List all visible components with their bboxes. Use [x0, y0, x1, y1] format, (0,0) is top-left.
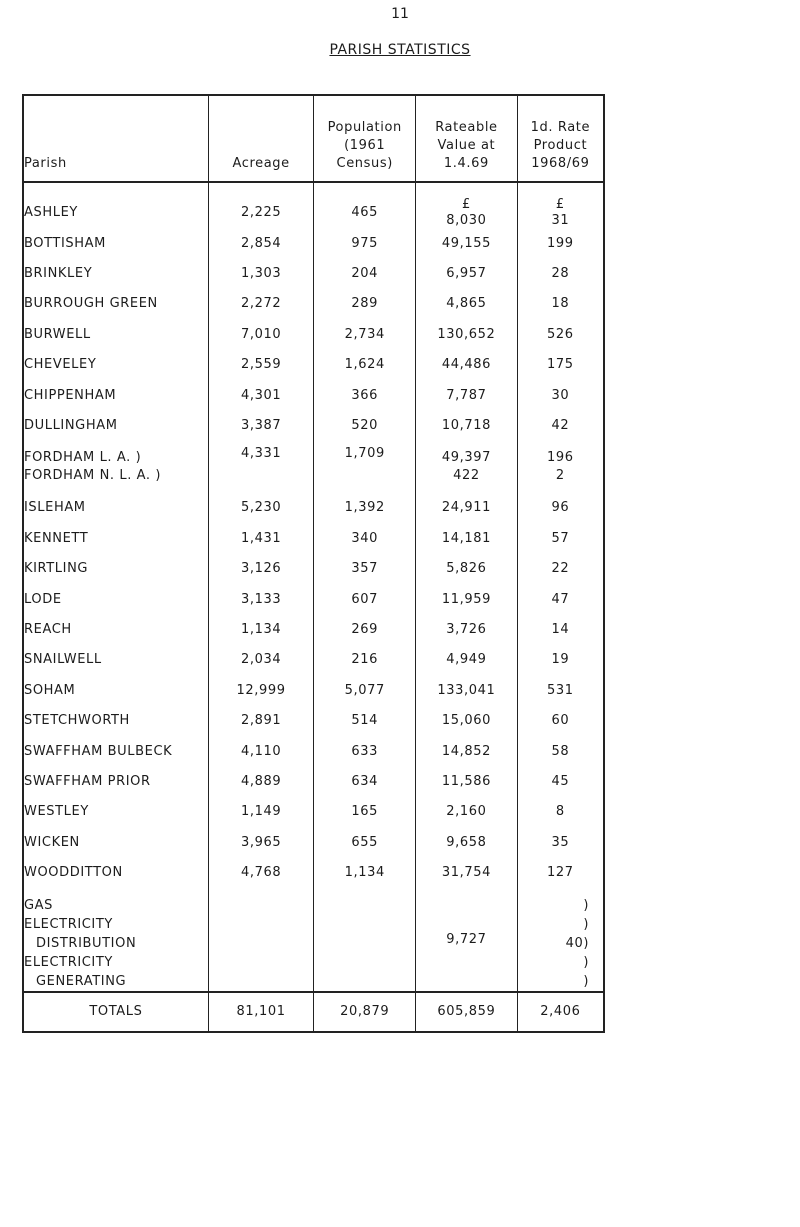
header-row [23, 95, 604, 182]
parish-name: KIRTLING [24, 561, 89, 577]
product-cell: 196 [547, 449, 574, 465]
parish-statistics-table [22, 94, 605, 1033]
product-cell: 58 [551, 743, 570, 759]
currency-symbol: £ [555, 197, 565, 212]
table-row [23, 289, 604, 319]
parish-name: ISLEHAM [24, 500, 86, 516]
rateable-cell: 8,030 [446, 213, 487, 228]
rateable-cell: 9,727 [416, 888, 518, 992]
rateable-cell: 4,949 [446, 652, 487, 668]
acreage-cell: 12,999 [236, 682, 286, 698]
table-row [23, 319, 604, 349]
population-cell: 520 [351, 418, 379, 434]
product-cell: ) [583, 916, 589, 932]
totals-row [23, 992, 604, 1032]
product-cell: 57 [551, 530, 570, 546]
rateable-cell: 6,957 [446, 266, 487, 282]
table-row [23, 182, 604, 228]
product-cell: 42 [551, 418, 570, 434]
parish-name: SOHAM [24, 682, 76, 698]
parish-name: SWAFFHAM BULBECK [24, 743, 173, 759]
utility-label: DISTRIBUTION [36, 935, 137, 951]
acreage-cell: 4,110 [240, 743, 282, 759]
parish-name: DULLINGHAM [24, 418, 118, 434]
population-cell: 216 [351, 652, 379, 668]
product-cell: 96 [551, 500, 570, 516]
header-population: Population (1961 Census) [314, 95, 416, 182]
population-cell: 975 [351, 235, 379, 251]
population-cell: 366 [351, 387, 379, 403]
table-row [23, 350, 604, 380]
population-cell: 165 [351, 804, 379, 820]
acreage-cell: 1,431 [240, 530, 282, 546]
rateable-cell: 11,586 [441, 773, 491, 789]
currency-symbol: £ [461, 197, 471, 212]
parish-name: REACH [24, 621, 72, 637]
rateable-cell: 2,160 [446, 804, 487, 820]
product-cell: ) [583, 973, 589, 989]
product-cell: 19 [551, 652, 570, 668]
acreage-cell: 2,034 [240, 652, 282, 668]
parish-name: ASHLEY [24, 205, 78, 220]
product-cell: 199 [547, 235, 574, 251]
product-cell: 18 [551, 296, 570, 312]
acreage-cell: 4,331 [208, 441, 314, 493]
rateable-cell: 10,718 [441, 418, 491, 434]
table-row [23, 493, 604, 523]
header-acreage: Acreage [208, 95, 314, 182]
rateable-cell: 130,652 [437, 326, 496, 342]
rateable-cell: 24,911 [441, 500, 491, 516]
parish-name: WOODDITTON [24, 865, 123, 881]
utility-label: ELECTRICITY [24, 954, 113, 970]
table-row [23, 736, 604, 766]
parish-name: CHIPPENHAM [24, 387, 117, 403]
population-cell: 1,624 [344, 357, 385, 373]
acreage-cell: 3,387 [240, 418, 282, 434]
rateable-cell: 14,181 [441, 530, 491, 546]
rateable-cell: 11,959 [441, 591, 491, 607]
product-cell: 22 [551, 561, 570, 577]
table-row [23, 554, 604, 584]
population-cell: 340 [351, 530, 379, 546]
population-cell: 655 [351, 834, 379, 850]
table-row [23, 258, 604, 288]
population-cell: 204 [351, 266, 379, 282]
rateable-cell: 44,486 [441, 357, 491, 373]
acreage-cell: 3,133 [240, 591, 282, 607]
table-row [23, 645, 604, 675]
product-cell: 526 [547, 326, 574, 342]
acreage-cell: 5,230 [240, 500, 282, 516]
totals-rateable: 605,859 [416, 992, 518, 1032]
header-parish: Parish [23, 95, 208, 182]
acreage-cell: 2,559 [240, 357, 282, 373]
table-row [23, 410, 604, 440]
acreage-cell: 1,303 [240, 266, 282, 282]
acreage-cell: 2,891 [240, 713, 282, 729]
rateable-cell: 133,041 [437, 682, 496, 698]
product-cell: 45 [551, 773, 570, 789]
table-row [23, 614, 604, 644]
population-cell: 634 [351, 773, 379, 789]
product-cell: 47 [551, 591, 570, 607]
product-cell: 60 [551, 713, 570, 729]
population-cell: 633 [351, 743, 379, 759]
totals-label: TOTALS [23, 992, 208, 1032]
rateable-cell: 5,826 [446, 561, 487, 577]
table-row-fordham [23, 441, 604, 493]
table-row [23, 705, 604, 735]
parish-name: SNAILWELL [24, 652, 102, 668]
page-title: PARISH STATISTICS [329, 42, 471, 58]
product-cell: 30 [551, 387, 570, 403]
table-row [23, 675, 604, 705]
parish-name: WICKEN [24, 834, 80, 850]
utility-label: GENERATING [36, 973, 127, 989]
population-cell: 357 [351, 561, 379, 577]
rateable-cell: 31,754 [441, 865, 491, 881]
header-rateable-value: Rateable Value at 1.4.69 [416, 95, 518, 182]
product-cell: 175 [547, 357, 574, 373]
product-cell: ) [583, 954, 589, 970]
parish-name: STETCHWORTH [24, 713, 130, 729]
product-cell: 28 [551, 266, 570, 282]
product-cell: 31 [551, 213, 570, 228]
population-cell: 5,077 [344, 682, 385, 698]
population-cell: 1,709 [314, 441, 416, 493]
parish-name: BURWELL [24, 326, 91, 342]
acreage-cell: 7,010 [240, 326, 282, 342]
parish-name: BRINKLEY [24, 266, 93, 282]
product-cell: ) [583, 897, 589, 913]
parish-name: KENNETT [24, 530, 89, 546]
totals-product: 2,406 [517, 992, 604, 1032]
totals-acreage: 81,101 [208, 992, 314, 1032]
parish-name: CHEVELEY [24, 357, 97, 373]
table-row [23, 797, 604, 827]
acreage-cell: 4,768 [240, 865, 282, 881]
product-cell: 40) [565, 935, 589, 951]
parish-name: BURROUGH GREEN [24, 296, 158, 312]
rateable-cell: 3,726 [446, 621, 487, 637]
rateable-cell: 49,155 [441, 235, 491, 251]
rateable-cell: 14,852 [441, 743, 491, 759]
product-cell: 2 [555, 467, 565, 483]
acreage-cell: 4,301 [240, 387, 282, 403]
header-rate-product: 1d. Rate Product 1968/69 [517, 95, 604, 182]
population-cell: 514 [351, 713, 379, 729]
product-cell: 8 [555, 804, 565, 820]
parish-name: FORDHAM L. A. ) [24, 449, 142, 465]
acreage-cell: 2,854 [240, 235, 282, 251]
rateable-cell: 4,865 [446, 296, 487, 312]
table-row [23, 380, 604, 410]
parish-name: FORDHAM N. L. A. ) [24, 467, 162, 483]
table-row [23, 228, 604, 258]
rateable-cell: 9,658 [446, 834, 487, 850]
parish-name: WESTLEY [24, 804, 89, 820]
population-cell: 1,392 [344, 500, 385, 516]
utility-label: ELECTRICITY [24, 916, 113, 932]
product-cell: 35 [551, 834, 570, 850]
table-row [23, 584, 604, 614]
population-cell: 465 [351, 205, 379, 220]
population-cell: 607 [351, 591, 379, 607]
parish-name: SWAFFHAM PRIOR [24, 773, 151, 789]
acreage-cell: 2,272 [240, 296, 282, 312]
parish-name: BOTTISHAM [24, 235, 106, 251]
rateable-cell: 49,397 [441, 449, 491, 465]
table-row [23, 523, 604, 553]
product-cell: 14 [551, 621, 570, 637]
page-number: 11 [391, 6, 409, 22]
population-cell: 289 [351, 296, 379, 312]
acreage-cell: 3,965 [240, 834, 282, 850]
rateable-cell: 422 [453, 467, 480, 483]
table-row [23, 827, 604, 857]
totals-population: 20,879 [314, 992, 416, 1032]
population-cell: 269 [351, 621, 379, 637]
product-cell: 531 [547, 682, 574, 698]
table-row [23, 857, 604, 887]
acreage-cell: 4,889 [240, 773, 282, 789]
population-cell: 2,734 [344, 326, 385, 342]
acreage-cell: 2,225 [240, 205, 282, 220]
rateable-cell: 15,060 [441, 713, 491, 729]
population-cell: 1,134 [344, 865, 385, 881]
utility-label: GAS [24, 897, 54, 913]
table-row [23, 766, 604, 796]
rateable-cell: 7,787 [446, 387, 487, 403]
acreage-cell: 3,126 [240, 561, 282, 577]
table-row-utilities [23, 888, 604, 992]
product-cell: 127 [547, 865, 574, 881]
acreage-cell: 1,134 [240, 621, 282, 637]
parish-name: LODE [24, 591, 62, 607]
acreage-cell: 1,149 [240, 804, 282, 820]
